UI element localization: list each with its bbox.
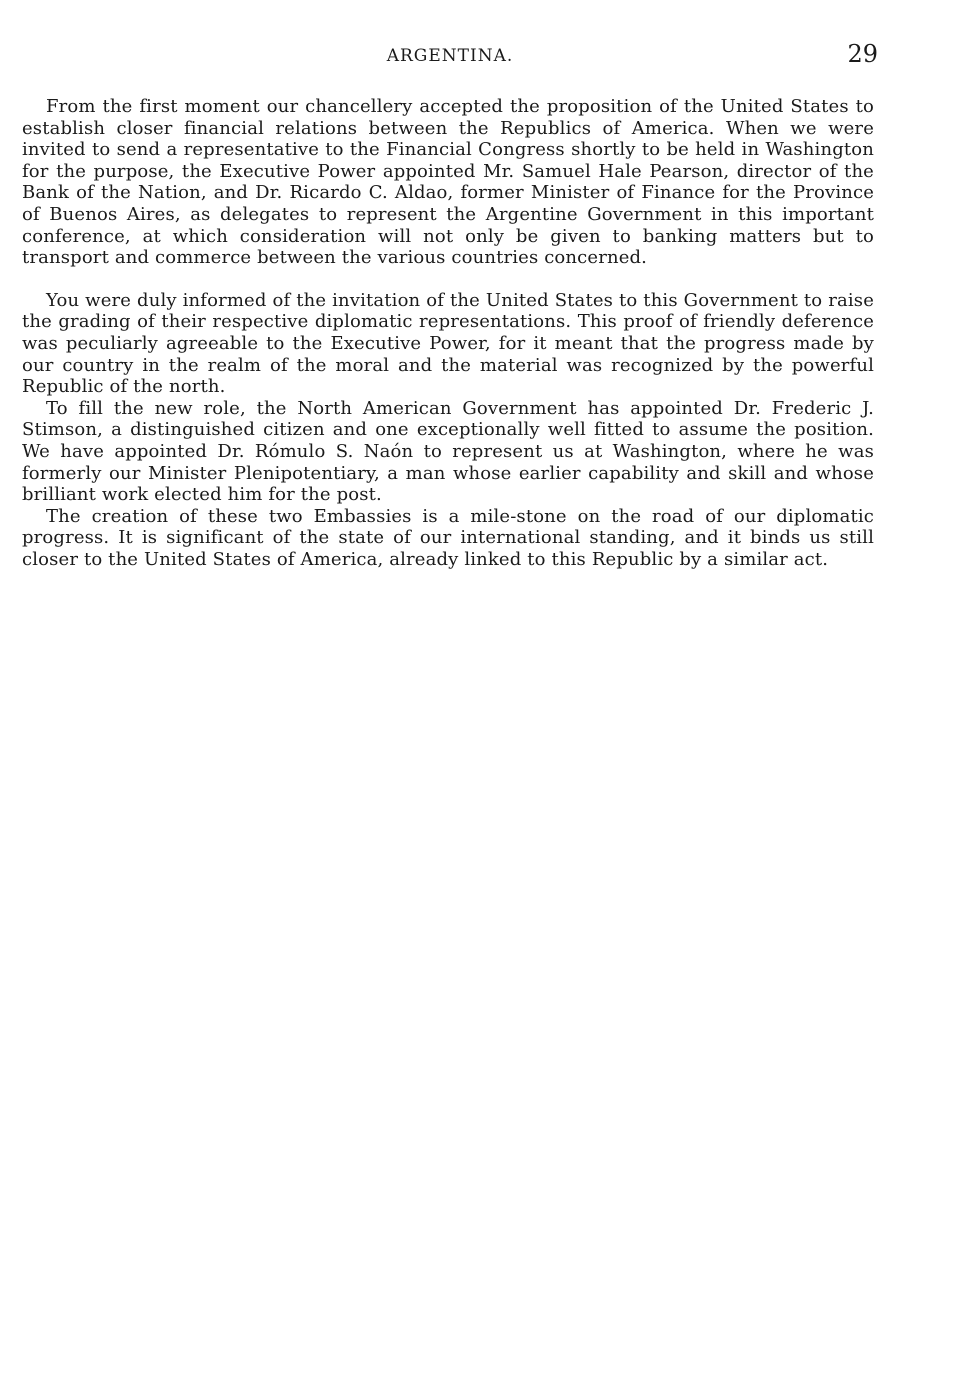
paragraph-embassies-milestone: The creation of these two Embassies is a mile-stone on the road of our diplomatic progress. It is significant of the state of our international standing, and it binds us still closer to the United States of America, already linked to this Republic by a similar act. bbox=[22, 505, 874, 570]
paragraph-financial-congress: From the first moment our chancellery accepted the proposition of the United States to establish closer financial relations between the Republics of America. When we were invited to send a representative to the Financial Congress shortly to be held in Washington for the purpose, the Executive Power appointed Mr. Samuel Hale Pearson, director of the Bank of the Nation, and Dr. Ricardo C. Aldao, former Minister of Finance for the Province of Buenos Aires, as delegates to represent the Argentine Government in this important conference, at which consideration will not only be given to banking matters but to transport and commerce between the various countries concerned. bbox=[22, 96, 874, 269]
page-number: 29 bbox=[847, 40, 878, 68]
running-title: ARGENTINA. bbox=[386, 46, 514, 66]
paragraph-ambassador-appointments: To fill the new role, the North American Government has appointed Dr. Frederic J. Stimson, a distinguished citizen and one exceptionally well fitted to assume the position. We have appointed Dr. Rómulo S. Naón to represent us at Washington, where he was formerly our Minister Plenipotentiary, a man whose earlier capability and skill and whose brilliant work elected him for the post. bbox=[22, 397, 874, 506]
body-text bbox=[22, 96, 874, 570]
running-head bbox=[22, 38, 878, 72]
paragraph-diplomatic-grading: You were duly informed of the invitation of the United States to this Government to raise the grading of their respective diplomatic representations. This proof of friendly deference was peculiarly agreeable to the Executive Power, for it meant that the progress made by our country in the realm of the moral and the material was recognized by the powerful Republic of the north. bbox=[22, 289, 874, 398]
